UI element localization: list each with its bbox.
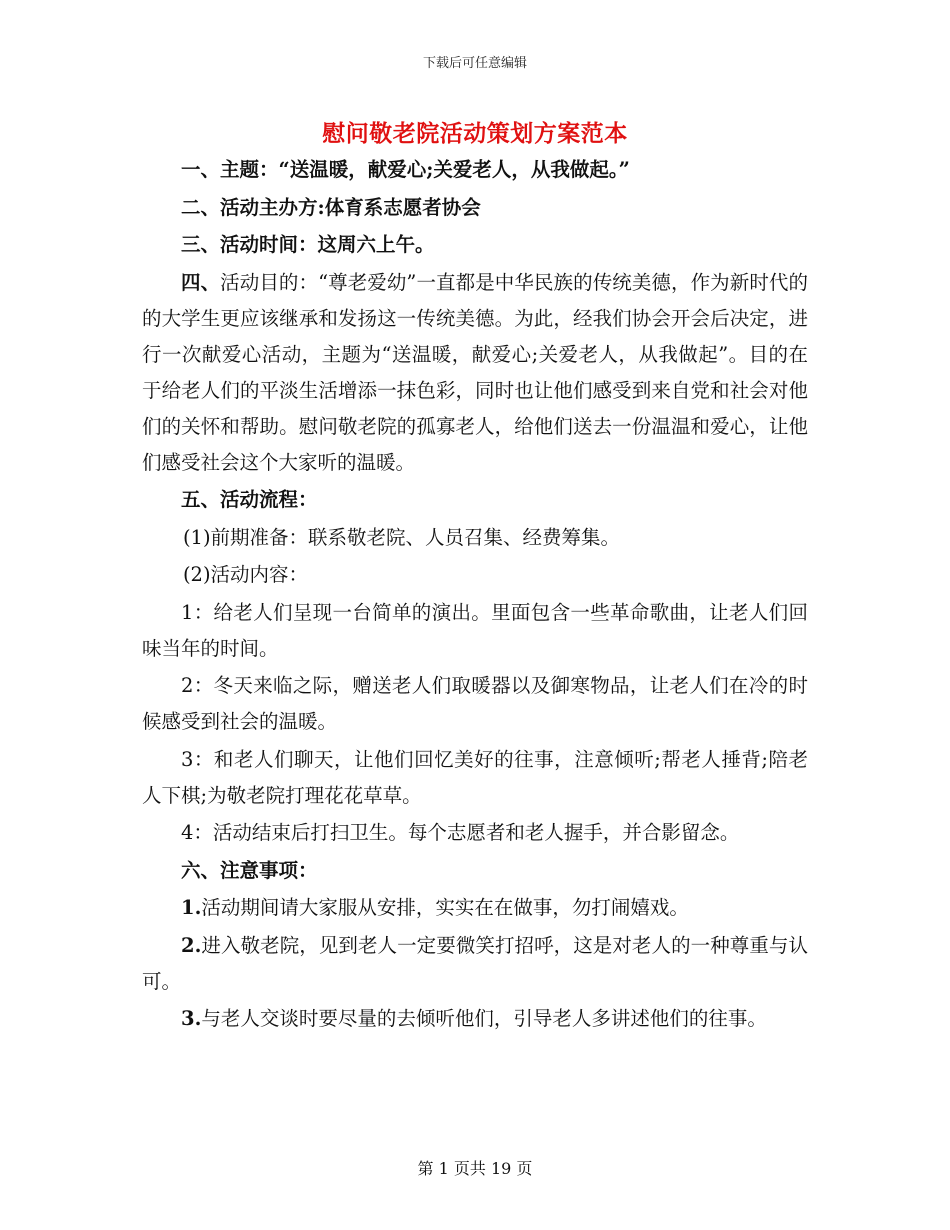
section-notes: 六、注意事项： (181, 858, 318, 882)
note-item-2-text: 进入敬老院，见到老人一定要微笑打招呼，这是对老人的一种尊重与认可。 (142, 933, 808, 993)
activity-item-3: 3：和老人们聊天，让他们回忆美好的往事，注意倾听;帮老人捶背;陪老人下棋;为敬老院打理花花草草。 (142, 747, 808, 807)
document-title: 慰问敬老院活动策划方案范本 (322, 120, 628, 147)
note-item-1 (142, 890, 808, 926)
section-purpose (142, 265, 808, 481)
section-process: 五、活动流程： (181, 488, 318, 511)
activity-item-1: 1：给老人们呈现一台简单的演出。里面包含一些革命歌曲，让老人们回味当年的时间。 (142, 600, 808, 660)
activity-item-4: 4：活动结束后打扫卫生。每个志愿者和老人握手，并合影留念。 (181, 821, 740, 844)
section-purpose-heading: 四、 (181, 270, 221, 294)
process-content-heading: (2)活动内容： (182, 563, 309, 586)
activity-item-2: 2：冬天来临之际，赠送老人们取暖器以及御寒物品，让老人们在冷的时候感受到社会的温暖。 (142, 674, 808, 733)
section-organizer: 二、活动主办方:体育系志愿者协会 (181, 195, 481, 219)
document-body (142, 152, 808, 1039)
process-preparation: (1)前期准备：联系敬老院、人员召集、经费筹集。 (182, 525, 621, 549)
note-item-2 (142, 928, 808, 1000)
page-footer: 第 1 页共 19 页 (417, 1159, 533, 1178)
page-header: 下载后可任意编辑 (422, 56, 527, 71)
note-item-2-number: 2. (181, 933, 202, 957)
note-item-1-number: 1. (181, 896, 202, 919)
note-item-3 (142, 1001, 808, 1037)
section-purpose-text: 活动目的：“尊老爱幼”一直都是中华民族的传统美德，作为新时代的的大学生更应该继承和发扬这一传统美德。为此，经我们协会开会后决定，进行一次献爱心活动，主题为“送温暖，献爱心;关爱老人，从我做起”。目的在于给老人们的平淡生活增添一抹色彩，同时也让他们感受到来自党和社会对他们的关怀和帮助。慰问敬老院的孤寡老人，给他们送去一份温温和爱心，让他们感受社会这个大家听的温暖。 (142, 270, 808, 474)
section-time: 三、活动时间：这周六上午。 (181, 233, 435, 256)
note-item-3-text: 与老人交谈时要尽量的去倾听他们，引导老人多讲述他们的往事。 (201, 1007, 767, 1030)
note-item-3-number: 3. (181, 1007, 202, 1030)
note-item-1-text: 活动期间请大家服从安排，实实在在做事，勿打闹嬉戏。 (201, 896, 689, 919)
section-theme: 一、主题：“送温暖，献爱心;关爱老人，从我做起。” (181, 158, 630, 181)
